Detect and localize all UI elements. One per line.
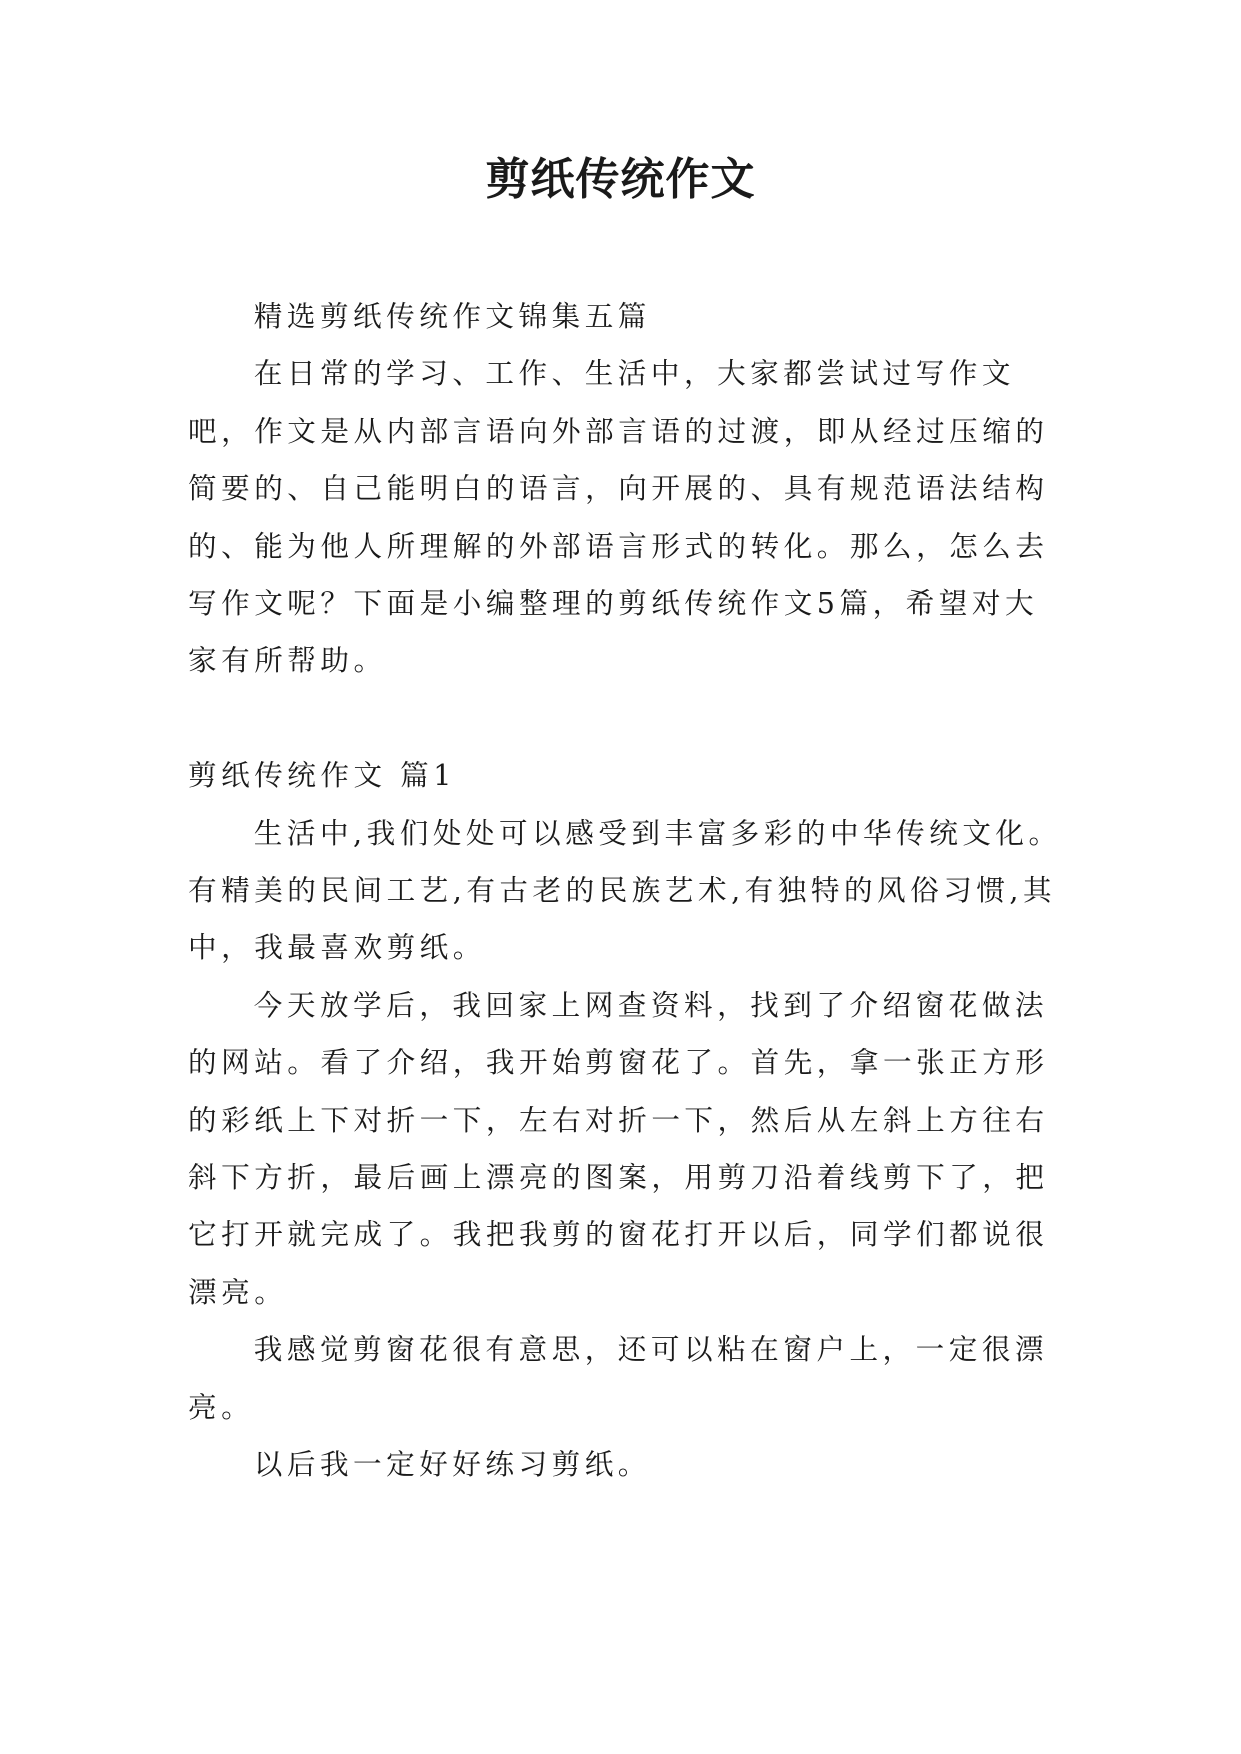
body-paragraph: 我感觉剪窗花很有意思，还可以粘在窗户上，一定很漂亮。 [188, 1332, 1049, 1424]
document-body [188, 288, 1063, 1494]
subtitle: 精选剪纸传统作文锦集五篇 [253, 299, 651, 333]
section-spacer [188, 690, 1063, 747]
body-paragraph: 以后我一定好好练习剪纸。 [253, 1447, 651, 1482]
document-title: 剪纸传统作文 [485, 154, 756, 205]
intro-paragraph: 在日常的学习、工作、生活中，大家都尝试过写作文吧，作文是从内部言语向外部言语的过渡，即从经过压缩的简要的、自己能明白的语言，向开展的、具有规范语法结构的、能为他人所理解的外部语言形式的转化。那么，怎么去写作文呢？下面是小编整理的剪纸传统作文5篇，希望对大家有所帮助。 [188, 356, 1049, 678]
body-paragraph: 生活中,我们处处可以感受到丰富多彩的中华传统文化。有精美的民间工艺,有古老的民族艺术,有独特的风俗习惯,其中，我最喜欢剪纸。 [188, 815, 1062, 965]
body-paragraph: 今天放学后，我回家上网查资料，找到了介绍窗花做法的网站。看了介绍，我开始剪窗花了。首先，拿一张正方形的彩纸上下对折一下，左右对折一下，然后从左斜上方往右斜下方折，最后画上漂亮的图案，用剪刀沿着线剪下了，把它打开就完成了。我把我剪的窗花打开以后，同学们都说很漂亮。 [188, 987, 1049, 1309]
section-heading: 剪纸传统作文 篇1 [188, 758, 456, 793]
